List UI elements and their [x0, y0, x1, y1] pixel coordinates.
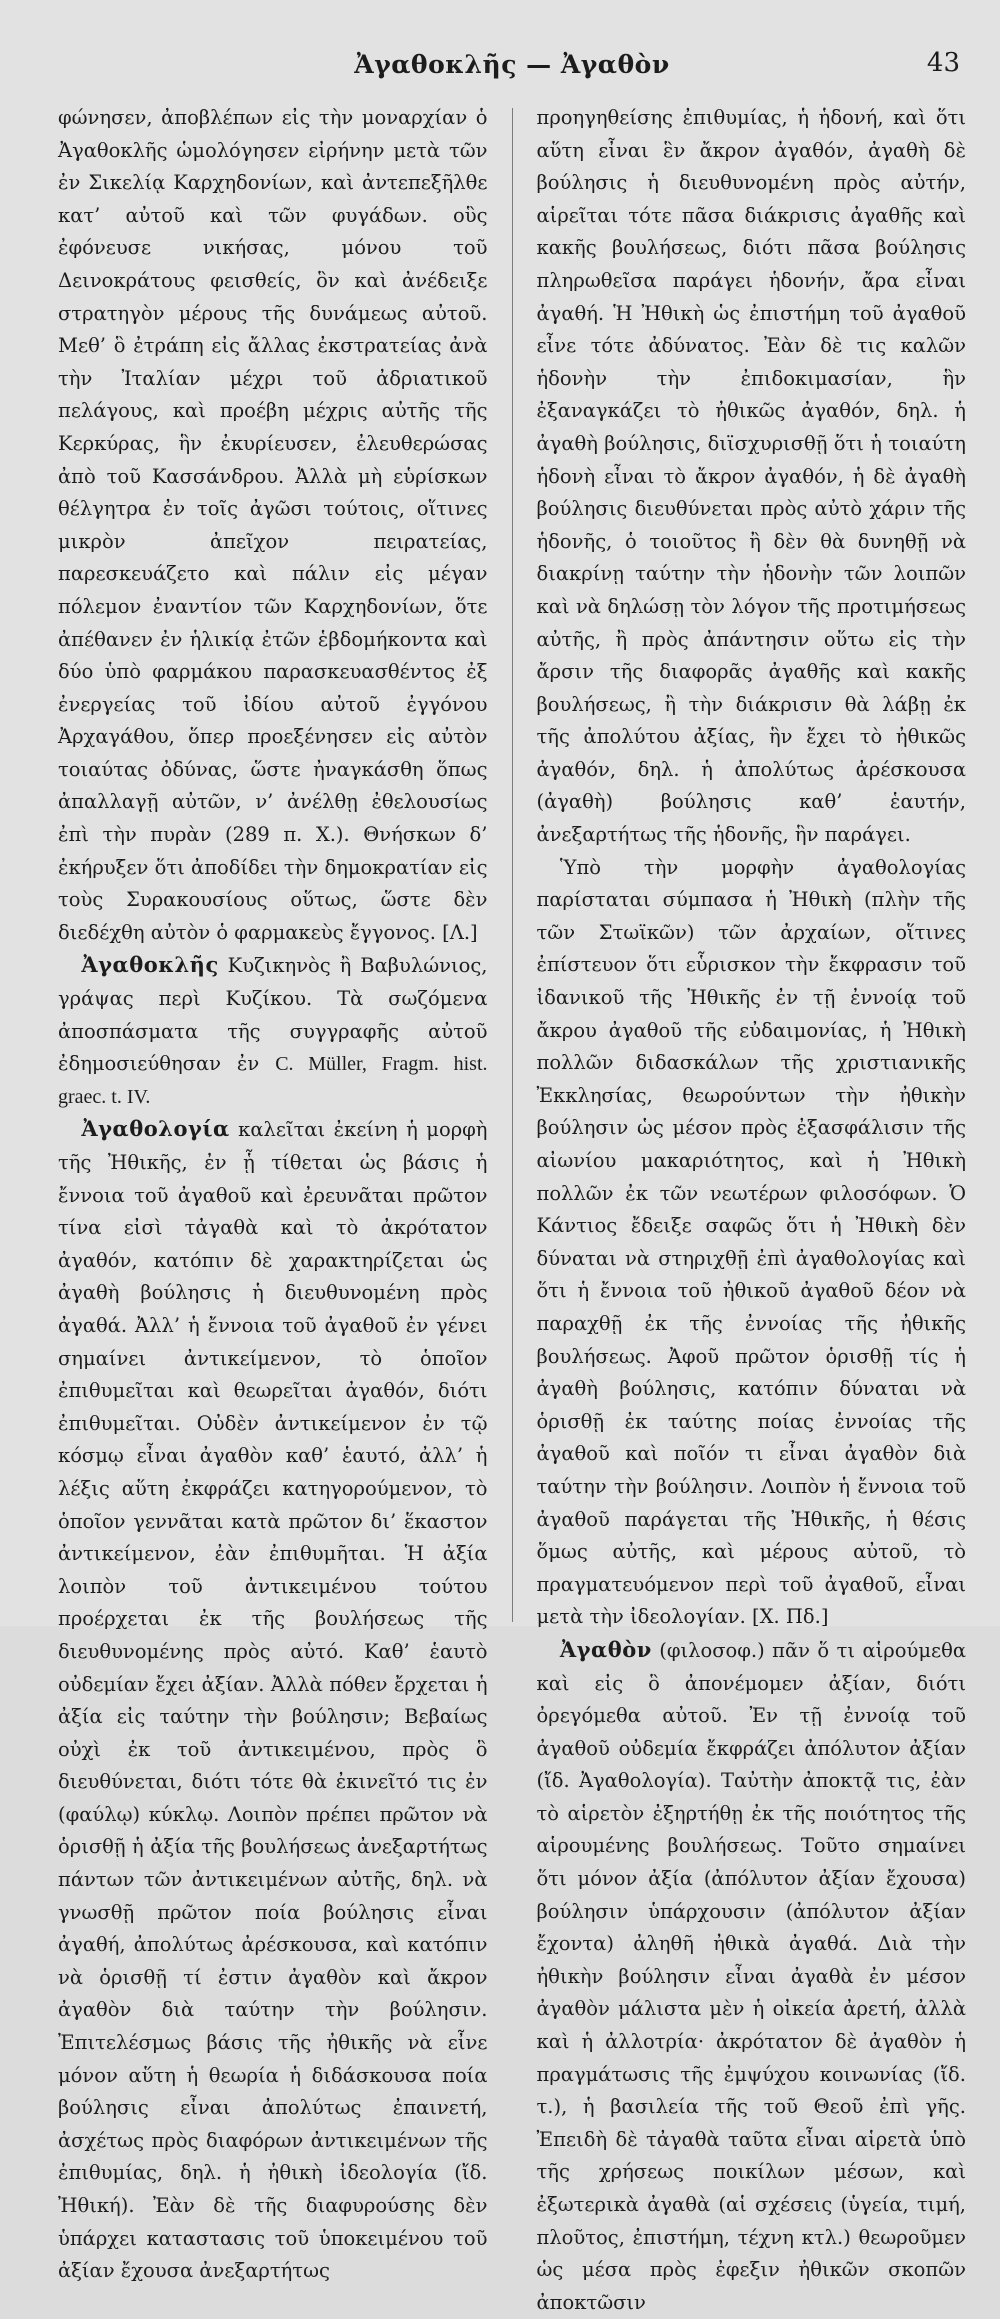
paragraph-agathologia-continued: προηγηθείσης ἐπιθυμίας, ἡ ἡδονή, καὶ ὅτι αὕτη εἶναι ἓν ἄκρον ἀγαθόν, ἀγαθὴ δὲ βούλησις ἡ διευθυνομένη πρὸς αὐτήν, αἱρεῖται τότε πᾶσα διάκρισις ἀγαθῆς καὶ κακῆς βουλήσεως, διότι πᾶσα βούλησις πληρωθεῖσα παράγει ἡδονήν, ἄρα εἶναι ἀγαθή. Ἡ Ἠθικὴ ὡς ἐπιστήμη τοῦ ἀγαθοῦ εἶνε τότε ἀδύνατος. Ἐὰν δὲ τις καλῶν ἡδονὴν τὴν ἐπιδοκιμασίαν, ἣν ἐξαναγκάζει τὸ ἠθικῶς ἀγαθόν, δηλ. ἡ ἀγαθὴ βούλησις, διϊσχυρισθῇ ὅτι ἡ τοιαύτη ἡδονὴ εἶναι τὸ ἄκρον ἀγαθόν, ἡ δὲ ἀγαθὴ βούλησις διευθύνεται πρὸς αὐτὸ χάριν τῆς ἡδονῆς, ὁ τοιοῦτος ἢ δὲν θὰ δυνηθῇ νὰ διακρίνῃ ταύτην τὴν ἡδονὴν τῶν λοιπῶν καὶ νὰ δηλώσῃ τὸν λόγον τῆς προτιμήσεως αὐτῆς, ἢ πρὸς ἀπάντησιν οὕτω εἰς τὴν ἄρσιν τῆς διαφορᾶς ἀγαθῆς καὶ κακῆς βουλήσεως, ἢ τὴν διάκρισιν θὰ λάβῃ ἐκ τῆς ἀπολύτου ἀξίας, ἣν ἔχει τὸ ἠθικῶς ἀγαθόν, δηλ. ἡ ἀπολύτως ἀρέσκουσα (ἀγαθὴ) βούλησις καθ’ ἑαυτήν, ἀνεξαρτήτως τῆς ἡδονῆς, ἣν παράγει.: [536, 106, 966, 847]
page-title: Ἀγαθοκλῆς — Ἀγαθὸν: [354, 50, 670, 79]
entry-agathokles-kyzikenos: [58, 949, 488, 1113]
entry-lemma: Ἀγαθὸν: [559, 1636, 652, 1662]
entry-lemma: Ἀγαθολογία: [81, 1116, 230, 1142]
left-column: [58, 102, 488, 2283]
page-number: 43: [926, 48, 960, 78]
paragraph-agathologia-history: Ὑπὸ τὴν μορφὴν ἀγαθολογίας παρίσταται σύμπασα ἡ Ἠθικὴ (πλὴν τῆς τῶν Στωϊκῶν) τῶν ἀρχαίων, οἵτινες ἐπίστευον ὅτι εὗρισκον τὴν ἔκφρασιν τοῦ ἰδανικοῦ τῆς Ἠθικῆς ἐν τῇ ἐννοίᾳ τοῦ ἄκρου ἀγαθοῦ τῆς εὐδαιμονίας, ἡ Ἠθικὴ πολλῶν διδασκάλων τῆς χριστιανικῆς Ἐκκλησίας, θεωρούντων τὴν ἠθικὴν βούλησιν ὡς μέσον πρὸς ἐξασφάλισιν τῆς αἰωνίου μακαριότητος, καὶ ἡ Ἠθικὴ πολλῶν ἐκ τῶν νεωτέρων φιλοσόφων. Ὁ Κάντιος ἔδειξε σαφῶς ὅτι ἡ Ἠθικὴ δὲν δύναται νὰ στηριχθῇ ἐπὶ ἀγαθολογίας καὶ ὅτι ἡ ἔννοια τοῦ ἠθικοῦ ἀγαθοῦ δέον νὰ παραχθῇ ἐκ τῆς ἐννοίας τῆς ἠθικῆς βουλήσεως. Ἀφοῦ πρῶτον ὁρισθῇ τίς ἡ ἀγαθὴ βούλησις, κατόπιν δύναται νὰ ὁρισθῇ ἐκ ταύτης ποίας ἐννοίας τῆς ἀγαθοῦ καὶ ποῖόν τι εἶναι ἀγαθὸν διὰ ταύτην τὴν βούλησιν. Λοιπὸν ἡ ἔννοια τοῦ ἀγαθοῦ παράγεται τῆς Ἠθικῆς, ἡ θέσις ὅμως αὐτῆς, καὶ μέρους αὐτοῦ, τὸ πραγματευόμενον περὶ τοῦ ἀγαθοῦ, εἶναι μετὰ τὴν ἰδεολογίαν. [Χ. Πδ.]: [536, 855, 966, 1629]
entry-text: Κυζικηνὸς ἢ Βαβυλώνιος, γράψας περὶ Κυζίκου. Τὰ σωζόμενα ἀποσπάσματα τῆς συγγραφῆς αὐτοῦ ἐδημοσιεύθησαν ἐν: [58, 954, 488, 1076]
entry-text: (φιλοσοφ.) πᾶν ὅ τι αἱρούμεθα καὶ εἰς ὃ ἀπονέμομεν ἀξίαν, διότι ὀρεγόμεθα αὐτοῦ. Ἐν τῇ ἐννοίᾳ τοῦ ἀγαθοῦ οὐδεμία ἔκφράζει ἀπόλυτον ἀξίαν (ἴδ. Ἀγαθολογία). Ταὐτὴν ἀποκτᾷ τις, ἐὰν τὸ αἱρετὸν ἐξηρτήθῃ ἐκ τῆς ποιότητος τῆς αἱρουμένης βουλήσεως. Τοῦτο σημαίνει ὅτι μόνον ἀξία (ἀπόλυτον ἀξίαν ἔχουσα) βούλησιν ὑπάρχουσιν (ἀπόλυτον ἀξίαν ἔχοντα) ἀληθῆ ἠθικὰ ἀγαθά. Διὰ τὴν ἠθικὴν βούλησιν εἶναι ἀγαθὰ ἐν μέσον ἀγαθὸν μάλιστα μὲν ἡ οἰκεία ἀρετή, ἀλλὰ καὶ ἡ ἀλλοτρία· ἀκρότατον δὲ ἀγαθὸν ἡ πραγμάτωσις τῆς ἐμψύχου κοινωνίας (ἴδ. τ.), ἡ βασιλεία τῆς τοῦ Θεοῦ ἐπὶ γῆς. Ἐπειδὴ δὲ τἀγαθὰ ταῦτα εἶναι αἱρετὰ ὑπὸ τῆς χρήσεως ποικίλων μέσων, καὶ ἐξωτερικὰ ἀγαθὰ (αἱ σχέσεις (ὑγεία, τιμή, πλοῦτος, ἐπιστήμη, τέχνη κτλ.) θεωροῦμεν ὡς μέσα πρὸς ἐφεξιν ἠθικῶν σκοπῶν ἀποκτῶσιν: [536, 1638, 966, 2314]
text-columns: [58, 102, 966, 2314]
right-column: [536, 102, 967, 2314]
column-divider: [512, 108, 513, 1622]
entry-lemma: Ἀγαθοκλῆς: [81, 952, 219, 978]
paragraph-agathokles-continued: φώνησεν, ἀποβλέπων εἰς τὴν μοναρχίαν ὁ Ἀγαθοκλῆς ὡμολόγησεν εἰρήνην μετὰ τῶν ἐν Σικελίᾳ Καρχηδονίων, καὶ ἀντεπεξῆλθε κατ’ αὐτοῦ καὶ τῶν φυγάδων. οὓς ἐφόνευσε νικήσας, μόνου τοῦ Δεινοκράτους φεισθείς, ὃν καὶ ἀνέδειξε στρατηγὸν μέρους τῆς δυνάμεως αὐτοῦ. Μεθ’ ὃ ἐτράπη εἰς ἄλλας ἐκστρατείας ἀνὰ τὴν Ἰταλίαν μέχρι τοῦ ἀδριατικοῦ πελάγους, καὶ προέβη μέχρις αὐτῆς τῆς Κερκύρας, ἣν ἐκυρίευσεν, ἐλευθερώσας ἀπὸ τοῦ Κασσάνδρου. Ἀλλὰ μὴ εὑρίσκων θέλγητρα ἐν τοῖς ἀγῶσι τούτοις, οἵτινες μικρὸν ἀπεῖχον πειρατείας, παρεσκευάζετο καὶ πάλιν εἰς μέγαν πόλεμον ἐναντίον τῶν Καρχηδονίων, ὅτε ἀπέθανεν ἐν ἡλικίᾳ ἐτῶν ἑβδομήκοντα καὶ δύο ὑπὸ φαρμάκου παρασκευασθέντος ἐξ ἐνεργείας τοῦ ἰδίου αὐτοῦ ἐγγόνου Ἀρχαγάθου, ὅπερ προεξένησεν εἰς αὐτὸν τοιαύτας ὀδύνας, ὥστε ἠναγκάσθη ὅπως ἀπαλλαγῇ αὐτῶν, ν’ ἀνέλθῃ ἐθελουσίως ἐπὶ τὴν πυρὰν (289 π. Χ.). Θνήσκων δ’ ἐκήρυξεν ὅτι ἀποδίδει τὴν δημοκρατίαν εἰς τοὺς Συρακουσίους οὕτως, ὥστε δὲν διεδέχθη αὐτὸν ὁ φαρμακεὺς ἔγγονος. [Λ.]: [58, 106, 488, 944]
entry-agathologia: [58, 1113, 488, 2287]
running-head: [58, 44, 966, 102]
entry-agathon: [537, 1634, 967, 2319]
entry-text: καλεῖται ἐκείνη ἡ μορφὴ τῆς Ἠθικῆς, ἐν ᾗ τίθεται ὡς βάσις ἡ ἔννοια τοῦ ἀγαθοῦ καὶ ἐρευνᾶται πρῶτον τίνα εἰσὶ τἀγαθὰ καὶ τὸ ἀκρότατον ἀγαθόν, κατόπιν δὲ χαρακτηρίζεται ὡς ἀγαθὴ βούλησις ἡ διευθυνομένη πρὸς ἀγαθά. Ἀλλ’ ἡ ἔννοια τοῦ ἀγαθοῦ ἐν γένει σημαίνει ἀντικείμενον, τὸ ὁποῖον ἐπιθυμεῖται καὶ θεωρεῖται ἀγαθόν, διότι ἐπιθυμεῖται. Οὐδὲν ἀντικείμενον ἐν τῷ κόσμῳ εἶναι ἀγαθὸν καθ’ ἑαυτό, ἀλλ’ ἡ λέξις αὕτη ἐκφράζει κατηγορούμενον, τὸ ὁποῖον γεννᾶται κατὰ πρῶτον δι’ ἕκαστον ἀντικείμενον, ἐὰν ἐπιθυμῆται. Ἡ ἀξία λοιπὸν τοῦ ἀντικειμένου τούτου προέρχεται ἐκ τῆς βουλήσεως τῆς διευθυνομένης πρὸς αὐτό. Καθ’ ἑαυτὸ οὐδεμίαν ἔχει ἀξίαν. Ἀλλὰ πόθεν ἔρχεται ἡ ἀξία εἰς ταύτην τὴν βούλησιν; Βεβαίως οὐχὶ ἐκ τοῦ ἀντικειμένου, πρὸς ὃ διευθύνεται, διότι τότε θὰ ἐκινεῖτό τις ἐν (φαύλῳ) κύκλῳ. Λοιπὸν πρέπει πρῶτον νὰ ὁρισθῇ ἡ ἀξία τῆς βουλήσεως ἀνεξαρτήτως πάντων τῶν ἀντικειμένων αὐτῆς, δηλ. νὰ γνωσθῇ πρῶτον ποία βούλησις εἶναι ἀγαθή, ἀπολύτως ἀρέσκουσα, καὶ κατόπιν νὰ ὁρισθῇ τί ἐστιν ἀγαθὸν καὶ ἄκρον ἀγαθὸν διὰ ταύτην τὴν βούλησιν. Ἐπιτελέσμως βάσις τῆς ἠθικῆς νὰ εἶνε μόνον αὕτη ἡ θεωρία ἡ διδάσκουσα ποία βούλησις εἶναι ἀπολύτως ἐπαινετή, ἀσχέτως πρὸς διαφόρων ἀντικειμένων τῆς ἐπιθυμίας, δηλ. ἡ ἠθικὴ ἰδεολογία (ἴδ. Ἠθική). Ἐὰν δὲ τῆς διαφυρούσης δὲν ὑπάρχει καταστασις τοῦ ὑποκειμένου τοῦ ἀξίαν ἔχουσα ἀνεξαρτήτως: [58, 1118, 488, 2283]
entry-citation: C. Müller, Fragm. hist. graec. t. IV.: [58, 1053, 488, 1108]
